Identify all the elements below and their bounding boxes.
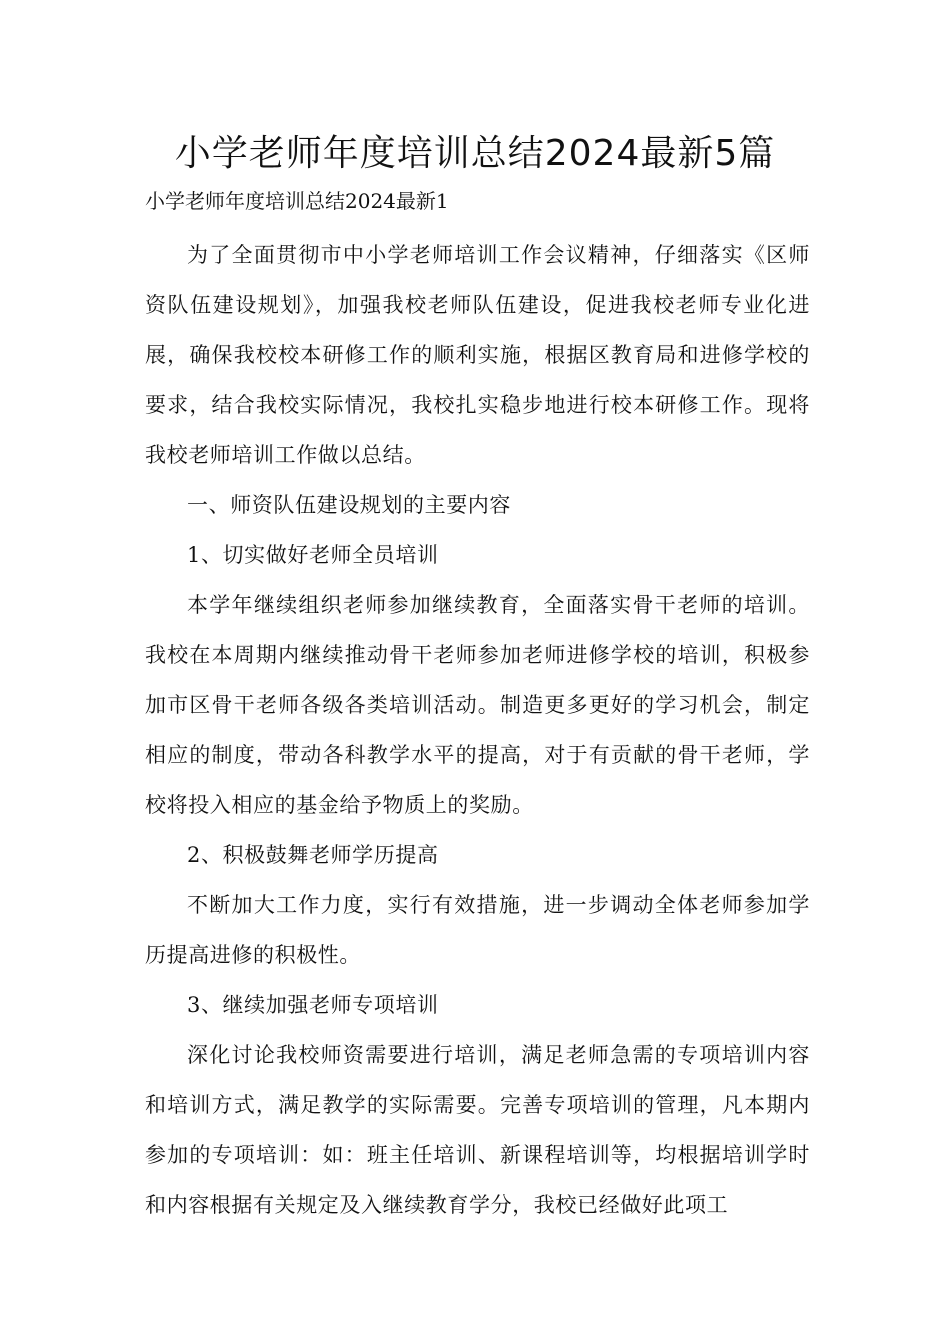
body-paragraph: 深化讨论我校师资需要进行培训，满足老师急需的专项培训内容和培训方式，满足教学的实际需要。完善专项培训的管理，凡本期内参加的专项培训：如：班主任培训、新课程培训等，均根据培训学时和内容根据有关规定及入继续教育学分，我校已经做好此项工 — [145, 1043, 810, 1217]
intro-paragraph: 为了全面贯彻市中小学老师培训工作会议精神，仔细落实《区师资队伍建设规划》，加强我校老师队伍建设，促进我校老师专业化进展，确保我校校本研修工作的顺利实施，根据区教育局和进修学校的要求，结合我校实际情况，我校扎实稳步地进行校本研修工作。现将我校老师培训工作做以总结。 — [145, 243, 810, 467]
section-subtitle: 小学老师年度培训总结2024最新1 — [145, 189, 449, 213]
section-heading: 一、师资队伍建设规划的主要内容 — [187, 493, 511, 517]
document-title: 小学老师年度培训总结2024最新5篇 — [174, 133, 776, 174]
subsection-heading: 2、积极鼓舞老师学历提高 — [187, 843, 439, 867]
subsection-heading: 1、切实做好老师全员培训 — [187, 543, 439, 567]
body-paragraph: 不断加大工作力度，实行有效措施，进一步调动全体老师参加学历提高进修的积极性。 — [145, 893, 810, 967]
subsection-heading: 3、继续加强老师专项培训 — [187, 993, 439, 1017]
document-body — [145, 230, 810, 1230]
body-paragraph: 本学年继续组织老师参加继续教育，全面落实骨干老师的培训。我校在本周期内继续推动骨干老师参加老师进修学校的培训，积极参加市区骨干老师各级各类培训活动。制造更多更好的学习机会，制定相应的制度，带动各科教学水平的提高，对于有贡献的骨干老师，学校将投入相应的基金给予物质上的奖励。 — [145, 593, 810, 817]
